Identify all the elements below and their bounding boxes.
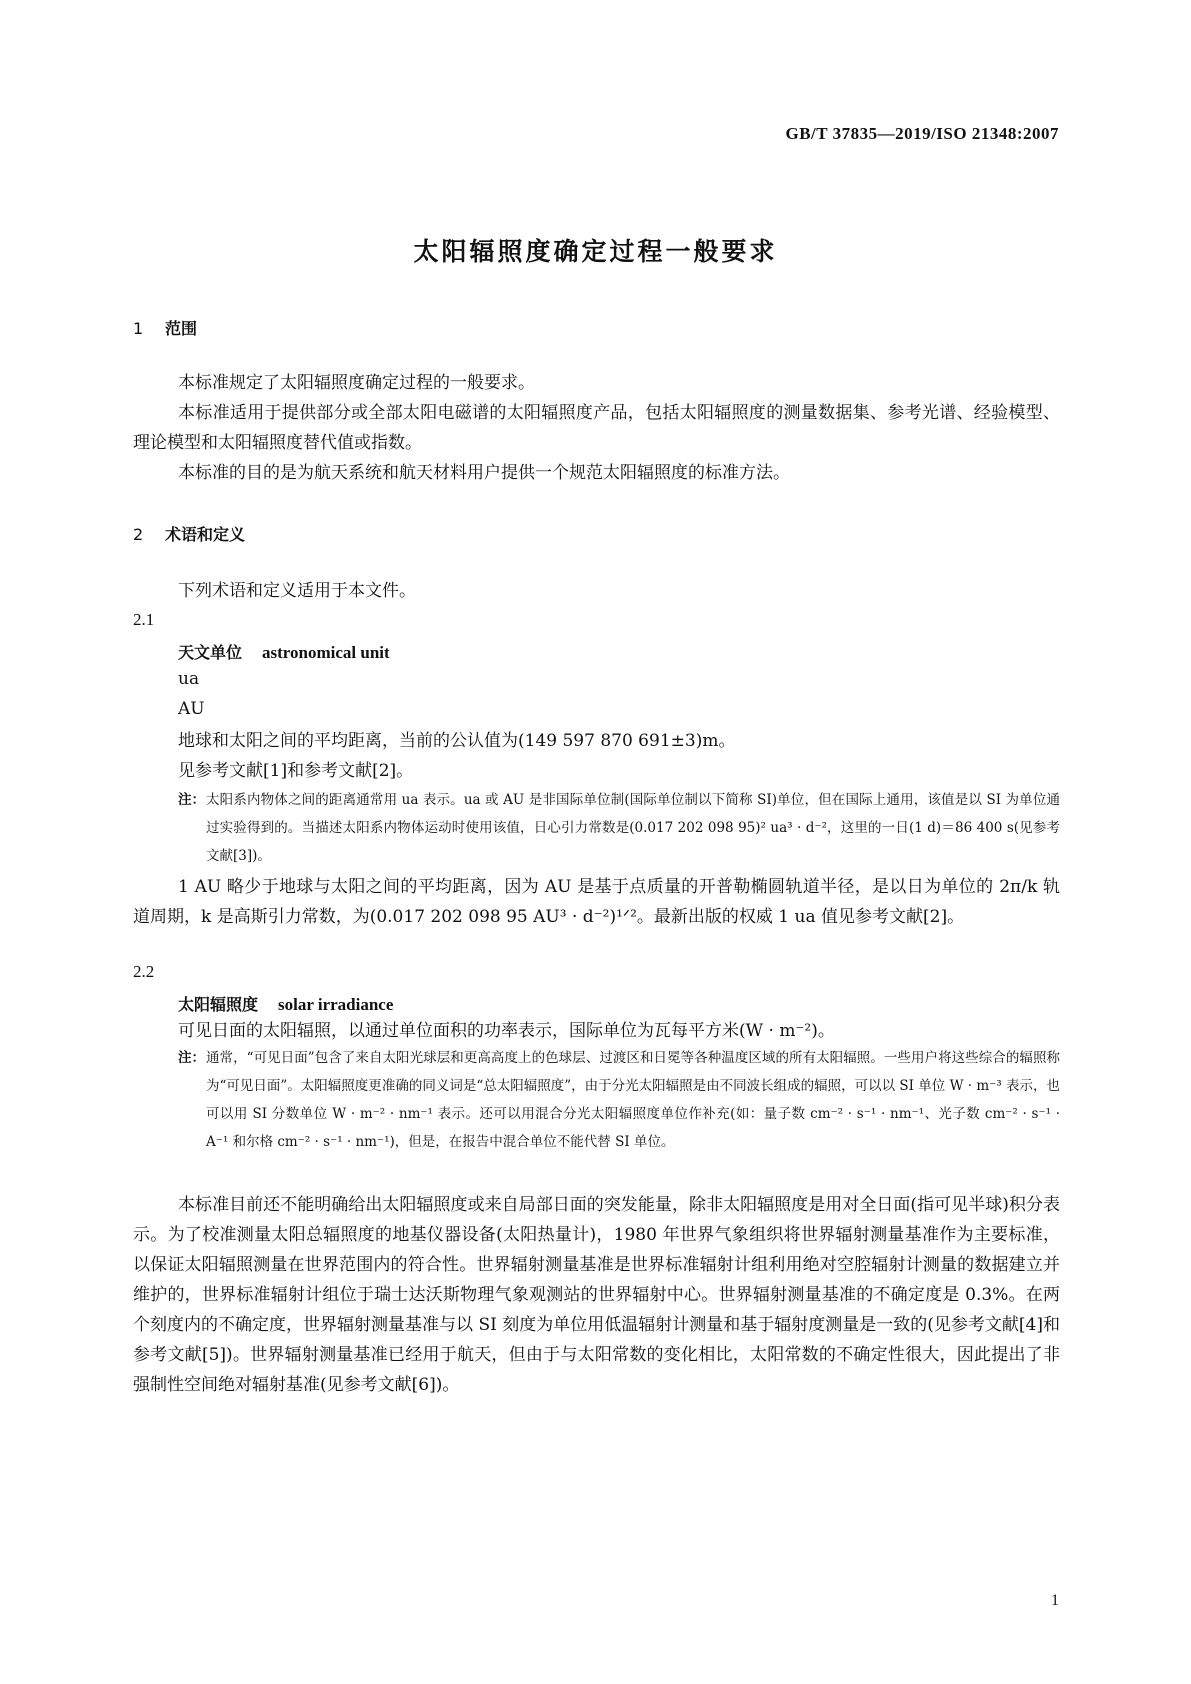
term-2-2-en: solar irradiance [278,995,394,1014]
note-label: 注： [178,1050,205,1066]
term-2-1-reference: 见参考文献[1]和参考文献[2]。 [178,761,414,781]
note-label: 注： [178,792,205,808]
term-2-1-symbol-ua: ua [178,669,200,689]
term-2-2-definition: 可见日面的太阳辐照，以通过单位面积的功率表示，国际单位为瓦每平方米(W · m⁻²)。 [178,1021,835,1041]
terms-intro: 下列术语和定义适用于本文件。 [178,581,416,601]
term-2-1-note [178,786,1060,870]
section-1-title: 范围 [165,319,198,338]
term-2-1-symbol-au: AU [178,699,205,719]
section-2-title: 术语和定义 [165,525,246,544]
term-2-1-note-text: 太阳系内物体之间的距离通常用 ua 表示。ua 或 AU 是非国际单位制(国际单位制以下简称 SI)单位，但在国际上通用，该值是以 SI 为单位通过实验得到的。当描述太阳系内物体运动时使用该值，日心引力常数是(0.017 202 098 95)² ua³ · d⁻²，这里的一日(1 d)＝86 400 s(见参考文献[3])。 [206,792,1060,864]
scope-paragraph-3: 本标准的目的是为航天系统和航天材料用户提供一个规范太阳辐照度的标准方法。 [178,463,790,483]
term-2-1 [178,640,390,663]
term-2-1-definition: 地球和太阳之间的平均距离，当前的公认值为(149 597 870 691±3)m。 [178,731,736,751]
term-2-2-note [178,1044,1060,1156]
page-number: 1 [1051,1592,1059,1609]
clause-2-1-number: 2.1 [133,610,155,629]
document-title: 太阳辐照度确定过程一般要求 [413,237,778,266]
scope-paragraph-1: 本标准规定了太阳辐照度确定过程的一般要求。 [178,373,535,393]
term-2-2-zh: 太阳辐照度 [178,995,259,1014]
section-1-heading [133,316,197,339]
term-2-1-en: astronomical unit [262,643,390,662]
term-2-1-zh: 天文单位 [178,643,243,662]
section-1-number: 1 [133,319,144,338]
section-2-heading [133,522,245,545]
term-2-2-paragraph: 本标准目前还不能明确给出太阳辐照度或来自局部日面的突发能量，除非太阳辐照度是用对全日面(指可见半球)积分表示。为了校准测量太阳总辐照度的地基仪器设备(太阳热量计)，1980 年世界气象组织将世界辐射测量基准作为主要标准，以保证太阳辐照测量在世界范围内的符合性。世界辐射测量基准是世界标准辐射计组利用绝对空腔辐射计测量的数据建立并维护的，世界标准辐射计组位于瑞士达沃斯物理气象观测站的世界辐射中心。世界辐射测量基准的不确定度是 0.3%。在两个刻度内的不确定度，世界辐射测量基准与以 SI 刻度为单位用低温辐射计测量和基于辐射度测量是一致的(见参考文献[4]和参考文献[5])。世界辐射测量基准已经用于航天，但由于与太阳常数的变化相比，太阳常数的不确定性很大，因此提出了非强制性空间绝对辐射基准(见参考文献[6])。 [133,1195,1060,1395]
term-2-2-note-text: 通常，“可见日面”包含了来自太阳光球层和更高高度上的色球层、过渡区和日冕等各种温度区域的所有太阳辐照。一些用户将这些综合的辐照称为“可见日面”。太阳辐照度更准确的同义词是“总太阳辐照度”，由于分光太阳辐照是由不同波长组成的辐照，可以以 SI 单位 W · m⁻³ 表示，也可以用 SI 分数单位 W · m⁻² · nm⁻¹ 表示。还可以用混合分光太阳辐照度单位作补充(如：量子数 cm⁻² · s⁻¹ · nm⁻¹、光子数 cm⁻² · s⁻¹ · A⁻¹ 和尔格 cm⁻² · s⁻¹ · nm⁻¹)，但是，在报告中混合单位不能代替 SI 单位。 [206,1050,1060,1150]
section-2-number: 2 [133,525,144,544]
clause-2-2-number: 2.2 [133,962,155,981]
term-2-2 [178,992,393,1015]
scope-paragraph-2: 本标准适用于提供部分或全部太阳电磁谱的太阳辐照度产品，包括太阳辐照度的测量数据集、参考光谱、经验模型、理论模型和太阳辐照度替代值或指数。 [133,403,1060,453]
term-2-1-paragraph: 1 AU 略少于地球与太阳之间的平均距离，因为 AU 是基于点质量的开普勒椭圆轨道半径，是以日为单位的 2π/k 轨道周期，k 是高斯引力常数，为(0.017 202 098 95 AU³ · d⁻²)¹ᐟ²。最新出版的权威 1 ua 值见参考文献[2]。 [133,877,1060,927]
standard-code: GB/T 37835—2019/ISO 21348:2007 [785,124,1059,143]
